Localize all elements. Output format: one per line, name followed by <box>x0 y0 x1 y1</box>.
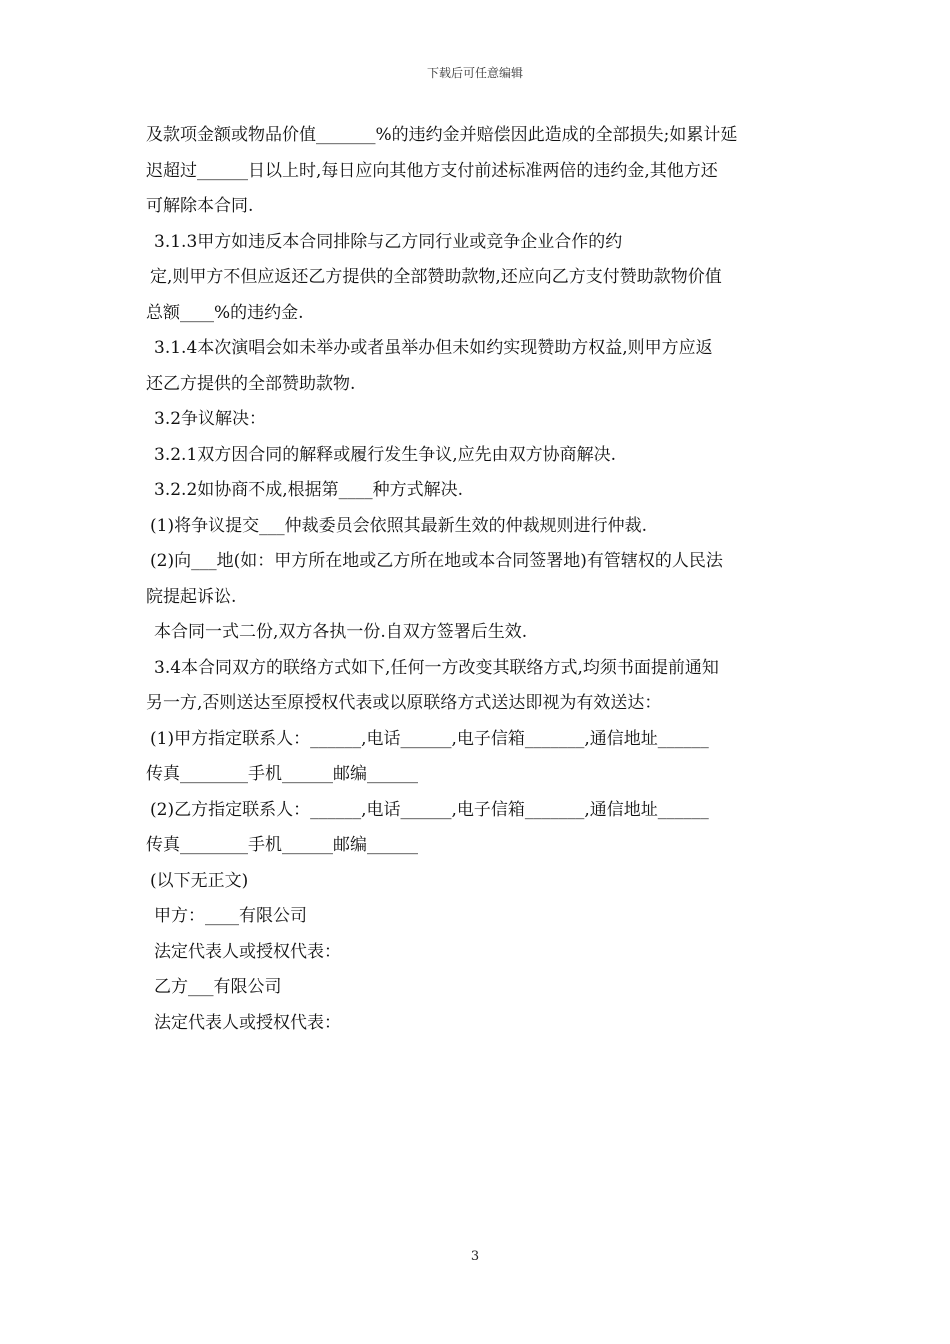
party-b-signature-line: 乙方___有限公司 <box>154 977 282 997</box>
clause-3-1-3: 3.1.3甲方如违反本合同排除与乙方同行业或竞争企业合作的约 <box>154 231 623 252</box>
option-2-litigation: (2)向___地(如：甲方所在地或乙方所在地或本合同签署地)有管辖权的人民法 <box>150 551 723 571</box>
section-3-2-heading: 3.2争议解决： <box>154 409 267 429</box>
party-a-contact-cont: 传真________手机______邮编______ <box>146 764 418 784</box>
header-note: 下载后可任意编辑 <box>426 66 523 80</box>
party-a-contact: (1)甲方指定联系人：______,电话______,电子信箱_______,通信地址______ <box>150 728 709 749</box>
text-line: 院提起诉讼. <box>146 586 237 607</box>
no-more-text-note: (以下无正文) <box>150 870 249 891</box>
option-1-arbitration: (1)将争议提交___仲裁委员会依照其最新生效的仲裁规则进行仲裁. <box>150 515 647 536</box>
page-number: 3 <box>470 1249 480 1264</box>
text-line: 总额____%的违约金. <box>146 302 304 323</box>
text-line: 及款项金额或物品价值_______%的违约金并赔偿因此造成的全部损失;如累计延 <box>146 125 738 145</box>
clause-3-2-2: 3.2.2如协商不成,根据第____种方式解决. <box>154 480 464 500</box>
text-line: 另一方,否则送达至原授权代表或以原联络方式送达即视为有效送达： <box>146 693 662 713</box>
text-line: 定,则甲方不但应返还乙方提供的全部赞助款物,还应向乙方支付赞助款物价值 <box>150 267 722 287</box>
party-a-representative: 法定代表人或授权代表： <box>154 941 341 962</box>
party-b-contact: (2)乙方指定联系人：______,电话______,电子信箱_______,通信地址______ <box>150 799 709 820</box>
party-a-signature-line: 甲方：____有限公司 <box>154 906 307 926</box>
copies-clause: 本合同一式二份,双方各执一份.自双方签署后生效. <box>154 622 528 642</box>
text-line: 迟超过______日以上时,每日应向其他方支付前述标准两倍的违约金,其他方还 <box>146 160 718 181</box>
document-body <box>146 118 816 1041</box>
clause-3-1-4: 3.1.4本次演唱会如未举办或者虽举办但未如约实现赞助方权益,则甲方应返 <box>154 338 713 358</box>
clause-3-2-1: 3.2.1双方因合同的解释或履行发生争议,应先由双方协商解决. <box>154 444 617 465</box>
text-line: 还乙方提供的全部赞助款物. <box>146 373 356 394</box>
party-b-representative: 法定代表人或授权代表： <box>154 1012 341 1033</box>
party-b-contact-cont: 传真________手机______邮编______ <box>146 835 418 855</box>
clause-3-4: 3.4本合同双方的联络方式如下,任何一方改变其联络方式,均须书面提前通知 <box>154 657 719 678</box>
text-line: 可解除本合同. <box>146 196 254 216</box>
